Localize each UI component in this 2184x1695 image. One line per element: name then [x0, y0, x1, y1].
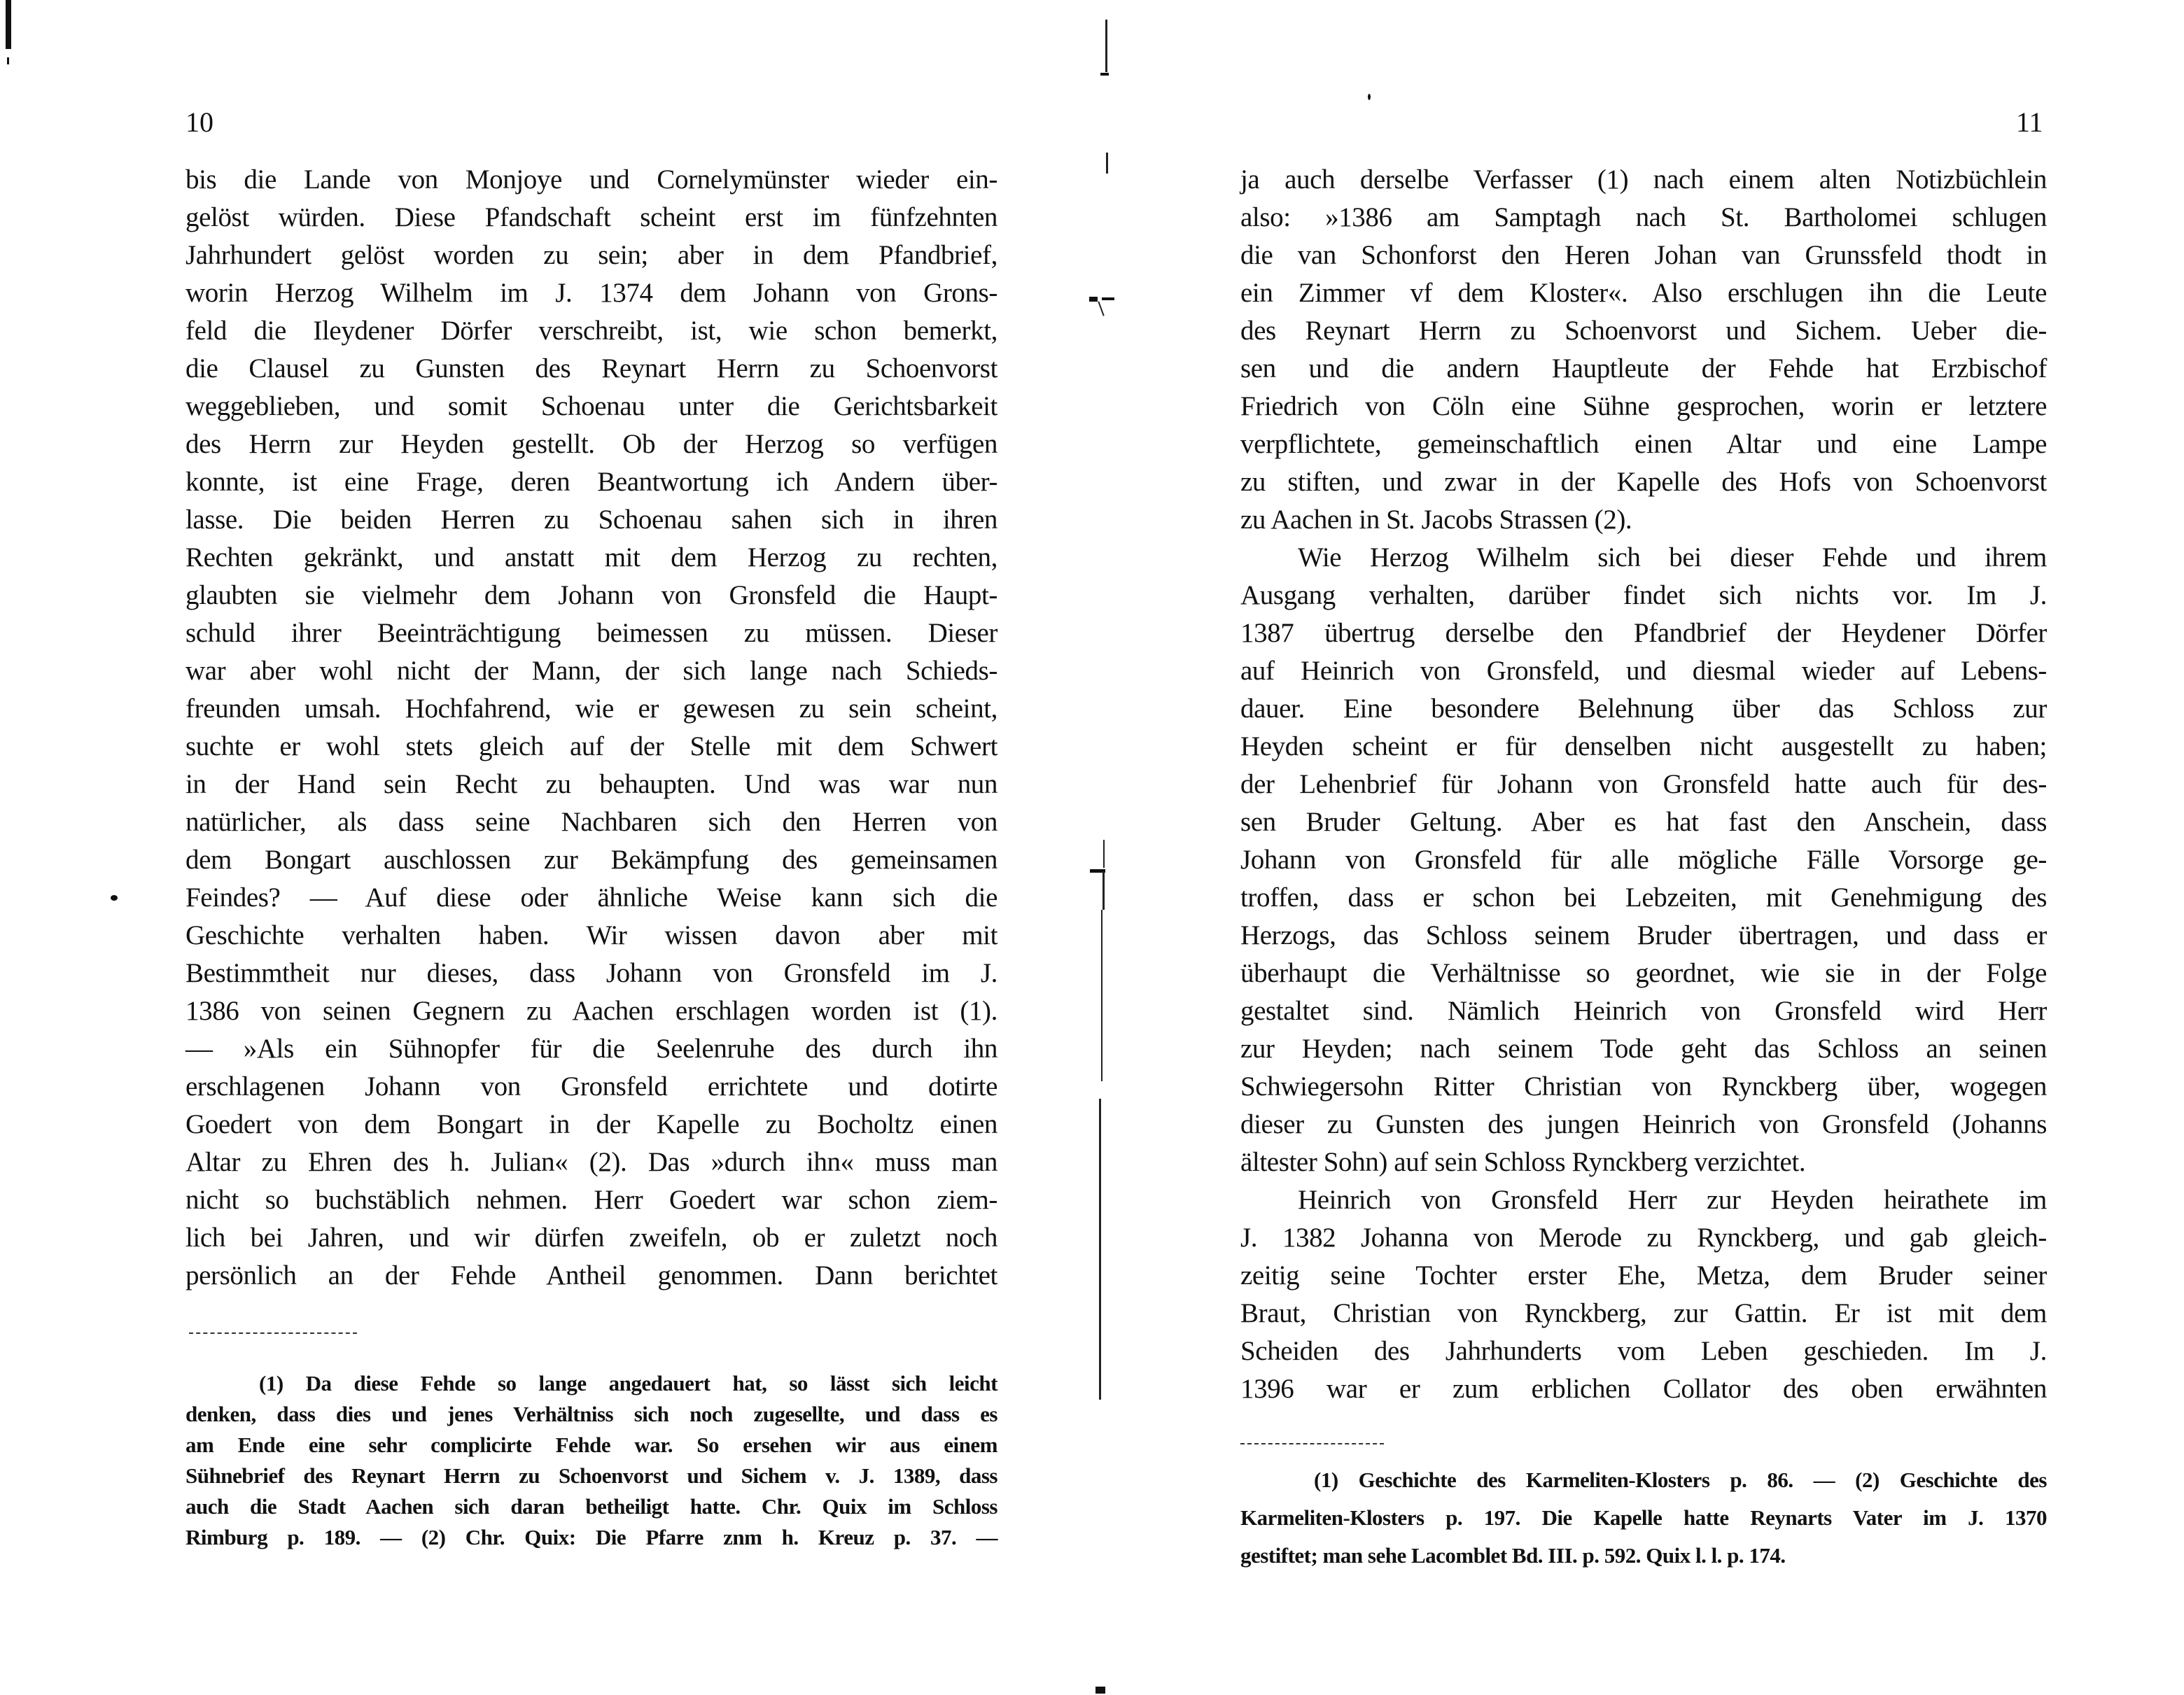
right-page — [1092, 0, 2184, 1695]
footnote-line: am Ende eine sehr complicirte Fehde war. So ersehen wir aus einem — [186, 1433, 997, 1457]
footnote-line: (1) Geschichte des Karmeliten-Klosters p. 86. — (2) Geschichte des — [1314, 1468, 2047, 1492]
text-line: sen Bruder Geltung. Aber es hat fast den Anschein, dass — [1240, 807, 2047, 837]
text-line: zu Aachen in St. Jacobs Strassen (2). — [1240, 505, 1632, 535]
footnote-line: Rimburg p. 189. — (2) Chr. Quix: Die Pfarre znm h. Kreuz p. 37. — — [186, 1525, 997, 1549]
text-line: die Clausel zu Gunsten des Reynart Herrn zu Schoenvorst — [186, 353, 997, 384]
text-line: Rechten gekränkt, und anstatt mit dem Herzog zu rechten, — [186, 542, 997, 572]
text-line: Goedert von dem Bongart in der Kapelle zu Bocholtz einen — [186, 1109, 997, 1139]
text-line: weggeblieben, und somit Schoenau unter die Gerichtsbarkeit — [186, 391, 997, 421]
footnotes — [186, 1368, 997, 1553]
text-line: sen und die andern Hauptleute der Fehde hat Erzbischof — [1240, 353, 2047, 384]
text-line: Geschichte verhalten haben. Wir wissen davon aber mit — [186, 920, 997, 950]
text-line: bis die Lande von Monjoye und Cornelymünster wieder ein- — [186, 164, 997, 195]
text-line: Ausgang verhalten, darüber findet sich nichts vor. Im J. — [1240, 580, 2047, 610]
text-line: in der Hand sein Recht zu behaupten. Und was war nun — [186, 769, 997, 799]
text-line: Heyden scheint er für denselben nicht ausgestellt zu haben; — [1240, 731, 2047, 761]
text-line: Jahrhundert gelöst worden zu sein; aber in dem Pfandbrief, — [186, 240, 997, 270]
footnote-line: (1) Da diese Fehde so lange angedauert hat, so lässt sich leicht — [259, 1371, 997, 1395]
footnote-line: gestiftet; man sehe Lacomblet Bd. III. p. 592. Quix l. l. p. 174. — [1240, 1543, 1786, 1568]
text-line: des Reynart Herrn zu Schoenvorst und Sichem. Ueber die- — [1240, 316, 2047, 346]
text-line: Scheiden des Jahrhunderts vom Leben geschieden. Im J. — [1240, 1336, 2047, 1366]
text-line: Herzogs, das Schloss seinem Bruder übertragen, und dass er — [1240, 920, 2047, 950]
text-line: dem Bongart auschlossen zur Bekämpfung des gemeinsamen — [186, 845, 997, 875]
text-line: persönlich an der Fehde Antheil genommen. Dann berichtet — [186, 1260, 997, 1290]
text-line: ja auch derselbe Verfasser (1) nach einem alten Notizbüchlein — [1240, 164, 2047, 195]
text-line: troffen, dass er schon bei Lebzeiten, mit Genehmigung des — [1240, 882, 2047, 913]
text-line: lasse. Die beiden Herren zu Schoenau sahen sich in ihren — [186, 505, 997, 535]
footnote-separator — [1240, 1443, 1384, 1444]
text-line: Braut, Christian von Rynckberg, zur Gattin. Er ist mit dem — [1240, 1298, 2047, 1328]
text-line: gestaltet sind. Nämlich Heinrich von Gronsfeld wird Herr — [1240, 996, 2047, 1026]
text-line: Friedrich von Cöln eine Sühne gesprochen, worin er letztere — [1240, 391, 2047, 421]
text-line: 1386 von seinen Gegnern zu Aachen erschlagen worden ist (1). — [186, 996, 997, 1026]
text-line: zeitig seine Tochter erster Ehe, Metza, dem Bruder seiner — [1240, 1260, 2047, 1290]
page-number: 11 — [2016, 106, 2043, 138]
text-line: dauer. Eine besondere Belehnung über das Schloss zur — [1240, 694, 2047, 724]
text-line: des Herrn zur Heyden gestellt. Ob der Herzog so verfügen — [186, 429, 997, 459]
text-line: suchte er wohl stets gleich auf der Stelle mit dem Schwert — [186, 731, 997, 761]
text-line: also: »1386 am Samptagh nach St. Bartholomei schlugen — [1240, 202, 2047, 232]
text-line: natürlicher, als dass seine Nachbaren sich den Herren von — [186, 807, 997, 837]
text-line: schuld ihrer Beeinträchtigung beimessen zu müssen. Dieser — [186, 618, 997, 648]
text-line: Heinrich von Gronsfeld Herr zur Heyden heirathete im — [1298, 1185, 2047, 1215]
footnote-line: denken, dass dies und jenes Verhältniss sich noch zugesellte, und dass es — [186, 1402, 997, 1426]
text-line: 1387 übertrug derselbe den Pfandbrief der Heydener Dörfer — [1240, 618, 2047, 648]
footnote-line: Karmeliten-Klosters p. 197. Die Kapelle hatte Reynarts Vater im J. 1370 — [1240, 1505, 2047, 1530]
text-line: ältester Sohn) auf sein Schloss Rynckberg verzichtet. — [1240, 1147, 1806, 1177]
text-line: konnte, ist eine Frage, deren Beantwortung ich Andern über- — [186, 467, 997, 497]
text-line: auf Heinrich von Gronsfeld, und diesmal wieder auf Lebens- — [1240, 656, 2047, 686]
text-line: Johann von Gronsfeld für alle mögliche Fälle Vorsorge ge- — [1240, 845, 2047, 875]
text-line: Feindes? — Auf diese oder ähnliche Weise kann sich die — [186, 882, 997, 913]
text-line: glaubten sie vielmehr dem Johann von Gronsfeld die Haupt- — [186, 580, 997, 610]
text-line: worin Herzog Wilhelm im J. 1374 dem Johann von Grons- — [186, 278, 997, 308]
page-number: 10 — [186, 106, 214, 138]
text-line: die van Schonforst den Heren Johan van Grunssfeld thodt in — [1240, 240, 2047, 270]
text-line: verpflichtete, gemeinschaftlich einen Altar und eine Lampe — [1240, 429, 2047, 459]
text-line: Bestimmtheit nur dieses, dass Johann von Gronsfeld im J. — [186, 958, 997, 988]
text-line: J. 1382 Johanna von Merode zu Rynckberg, und gab gleich- — [1240, 1223, 2047, 1253]
footnote-line: Sühnebrief des Reynart Herrn zu Schoenvorst und Sichem v. J. 1389, dass — [186, 1463, 997, 1488]
footnote-separator — [189, 1332, 357, 1334]
footnote-line: auch die Stadt Aachen sich daran betheiligt hatte. Chr. Quix im Schloss — [186, 1494, 997, 1519]
body-text — [186, 161, 997, 1295]
text-line: lich bei Jahren, und wir dürfen zweifeln, ob er zuletzt noch — [186, 1223, 997, 1253]
text-line: gelöst würden. Diese Pfandschaft scheint erst im fünfzehnten — [186, 202, 997, 232]
text-line: feld die Ileydener Dörfer verschreibt, ist, wie schon bemerkt, — [186, 316, 997, 346]
text-line: ein Zimmer vf dem Kloster«. Also erschlugen ihn die Leute — [1240, 278, 2047, 308]
text-line: war aber wohl nicht der Mann, der sich lange nach Schieds- — [186, 656, 997, 686]
text-line: erschlagenen Johann von Gronsfeld errichtete und dotirte — [186, 1071, 997, 1102]
text-line: Schwiegersohn Ritter Christian von Rynckberg über, wogegen — [1240, 1071, 2047, 1102]
footnotes — [1240, 1461, 2047, 1575]
text-line: zur Heyden; nach seinem Tode geht das Schloss an seinen — [1240, 1034, 2047, 1064]
text-line: nicht so buchstäblich nehmen. Herr Goedert war schon ziem- — [186, 1185, 997, 1215]
text-line: 1396 war er zum erblichen Collator des oben erwähnten — [1240, 1374, 2047, 1404]
text-line: zu stiften, und zwar in der Kapelle des Hofs von Schoenvorst — [1240, 467, 2047, 497]
text-line: der Lehenbrief für Johann von Gronsfeld hatte auch für des- — [1240, 769, 2047, 799]
text-line: Altar zu Ehren des h. Julian« (2). Das »durch ihn« muss man — [186, 1147, 997, 1177]
body-text — [1240, 161, 2047, 1408]
text-line: Wie Herzog Wilhelm sich bei dieser Fehde und ihrem — [1298, 542, 2047, 572]
text-line: freunden umsah. Hochfahrend, wie er gewesen zu sein scheint, — [186, 694, 997, 724]
text-line: überhaupt die Verhältnisse so geordnet, wie sie in der Folge — [1240, 958, 2047, 988]
text-line: dieser zu Gunsten des jungen Heinrich von Gronsfeld (Johanns — [1240, 1109, 2047, 1139]
text-line: — »Als ein Sühnopfer für die Seelenruhe des durch ihn — [186, 1034, 997, 1064]
